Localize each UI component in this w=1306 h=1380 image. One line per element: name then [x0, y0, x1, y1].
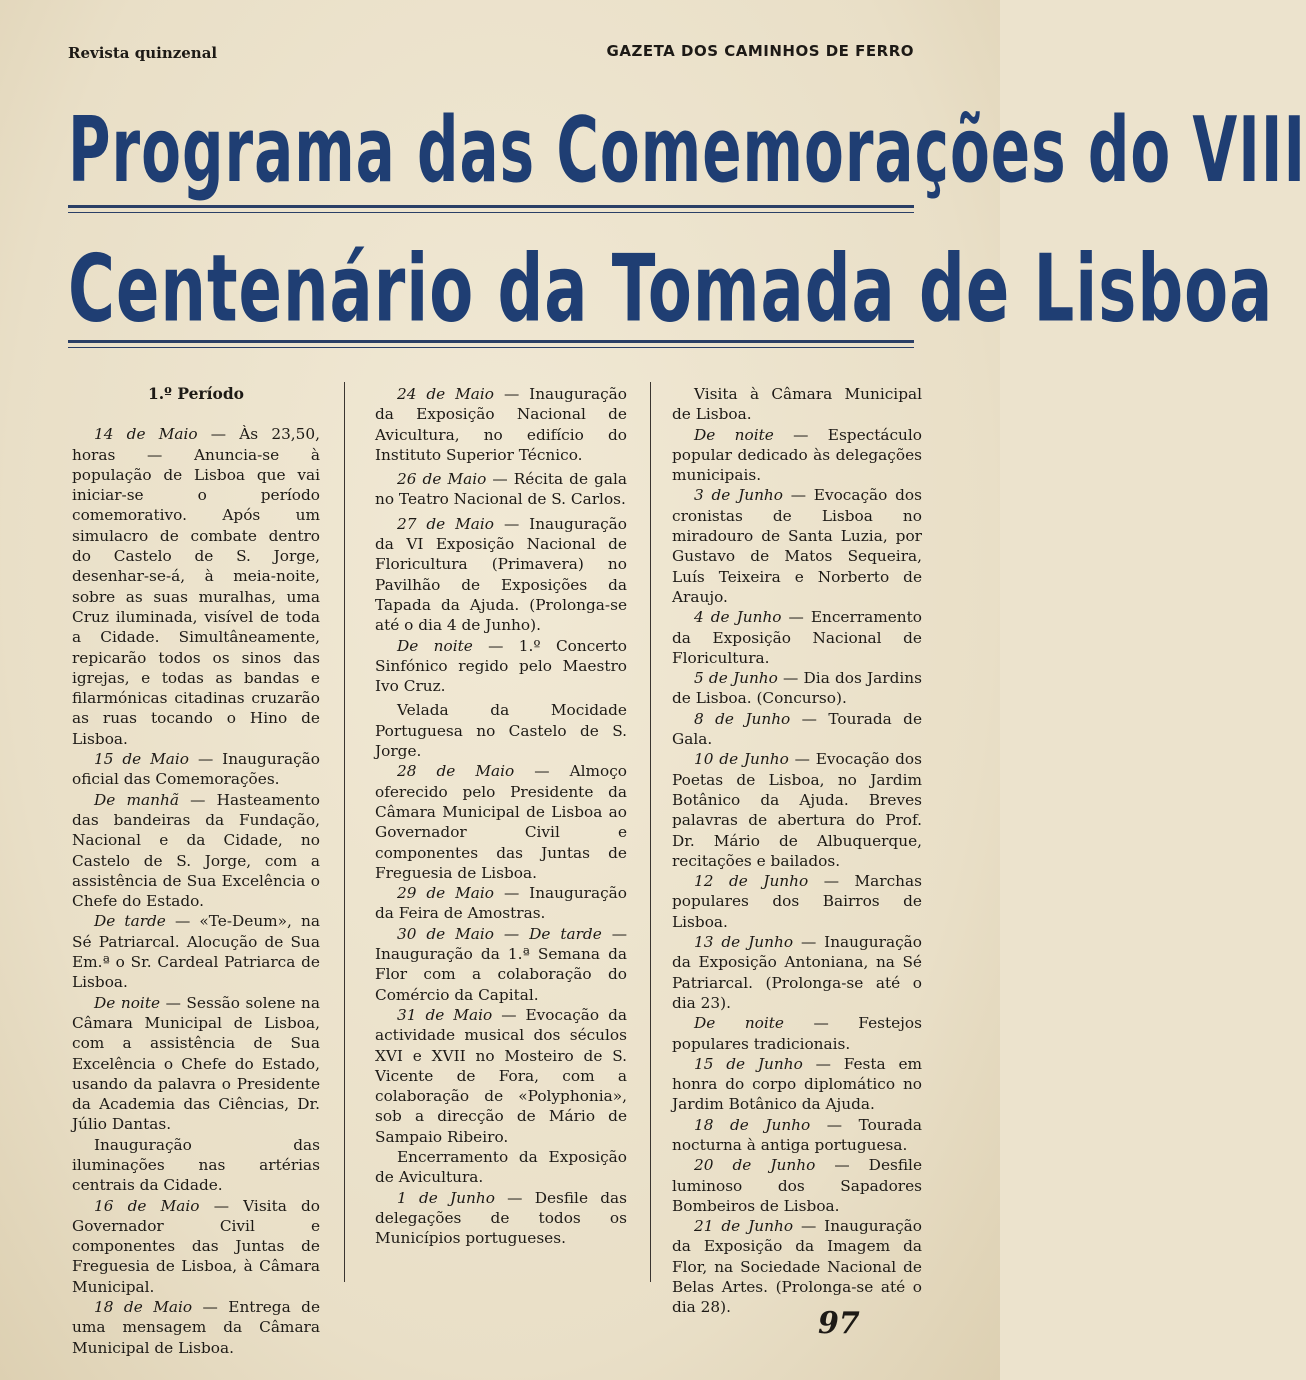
entry-text: — Festa em honra do corpo diplomático no Jardim Botânico da Ajuda. [672, 1054, 923, 1114]
entry-text: — Tourada nocturna à antiga portuguesa. [672, 1115, 922, 1154]
entry-date: 21 de Junho [694, 1217, 794, 1236]
program-entry [672, 485, 922, 607]
program-entry [672, 668, 922, 709]
program-entry [375, 924, 627, 1005]
text-column-2 [375, 384, 627, 1248]
entry-text: — Inauguração da Exposição Nacional de Avicultura, no edifício do Instituto Superior Técnico. [375, 385, 627, 464]
title-line-1: Programa das Comemorações do VIII [68, 97, 1306, 203]
entry-date: 29 de Maio [397, 884, 495, 903]
page-number: 97 [818, 1306, 860, 1341]
entry-date: 31 de Maio [397, 1005, 493, 1024]
running-header-right: GAZETA DOS CAMINHOS DE FERRO [606, 42, 914, 60]
running-header-left: Revista quinzenal [68, 44, 218, 62]
program-entry [72, 993, 320, 1135]
text-column-3 [672, 384, 922, 1318]
entry-date: 18 de Junho [694, 1115, 811, 1134]
period-heading: 1.º Período [148, 384, 244, 403]
entry-text: — Inauguração da Feira de Amostras. [375, 884, 627, 923]
column-divider-2 [650, 382, 651, 1282]
entry-text: Visita à Câmara Municipal de Lisboa. [672, 385, 922, 424]
entry-text: — Evocação da actividade musical dos séculos XVI e XVII no Mosteiro de S. Vicente de Fora, com a colaboração de «Polyphonia», sob a direcção de Mário de Sampaio Ribeiro. [375, 1005, 628, 1146]
program-entry [672, 709, 922, 750]
entry-date: 15 de Junho [694, 1054, 803, 1073]
entry-date: De manhã [94, 790, 179, 809]
program-entry [672, 384, 922, 425]
entry-text: — Festejos populares tradicionais. [672, 1014, 922, 1053]
program-entry [375, 1005, 627, 1147]
program-entry [375, 514, 627, 636]
title-line-2: Centenário da Tomada de Lisboa [68, 236, 1274, 344]
entry-date: De noite [694, 1014, 784, 1033]
program-entry [672, 1013, 922, 1054]
entry-text: — 1.º Concerto Sinfónico regido pelo Maestro Ivo Cruz. [375, 636, 627, 696]
entry-date: 27 de Maio [397, 514, 495, 533]
entry-text: Encerramento da Exposição de Avicultura. [375, 1147, 627, 1187]
program-entry [672, 607, 922, 668]
program-entry [672, 1216, 922, 1317]
entry-text: — Marchas populares dos Bairros de Lisboa. [672, 872, 922, 931]
entry-date: 30 de Maio — De tarde [397, 924, 602, 943]
program-entry [672, 425, 922, 486]
entry-text: Velada da Mocidade Portuguesa no Castelo de S. Jorge. [375, 701, 627, 761]
entry-text: — Sessão solene na Câmara Municipal de Lisboa, com a assistência de Sua Excelência o Chefe do Estado, usando da palavra o Presidente da Academia das Ciências, Dr. Júlio Dantas. [72, 993, 320, 1134]
entry-text: Inauguração das iluminações nas artérias centrais da Cidade. [72, 1135, 320, 1195]
entry-date: 5 de Junho [694, 669, 778, 688]
entry-text: — Encerramento da Exposição Nacional de Floricultura. [672, 608, 922, 667]
program-entry [672, 871, 922, 932]
program-entry [672, 1155, 922, 1216]
entry-date: 1 de Junho [397, 1188, 495, 1207]
entry-date: 8 de Junho [694, 709, 791, 728]
entry-text: — Desfile luminoso dos Sapadores Bombeiros de Lisboa. [672, 1156, 922, 1215]
program-entry [672, 749, 922, 871]
program-entry [72, 911, 320, 992]
program-entry [72, 424, 320, 749]
entry-date: 20 de Junho [694, 1156, 816, 1175]
program-entry [375, 636, 627, 697]
program-entry [375, 1147, 627, 1188]
column-divider-1 [344, 382, 345, 1282]
title-rule-thick [68, 205, 914, 208]
title-rule-thin [68, 212, 914, 213]
entry-date: De noite [94, 993, 161, 1012]
entry-date: 14 de Maio [94, 425, 198, 444]
entry-date: De noite [397, 636, 473, 655]
entry-date: 26 de Maio [397, 470, 487, 489]
program-entry [72, 1135, 320, 1196]
entry-text: — Entrega de uma mensagem da Câmara Municipal de Lisboa. [72, 1298, 321, 1357]
entry-text: — Desfile das delegações de todos os Municípios portugueses. [375, 1188, 627, 1248]
entry-text: — Tourada de Gala. [672, 709, 922, 749]
program-entry [375, 1188, 627, 1249]
entry-text: — Às 23,50, horas — Anuncia-se à população de Lisboa que vai iniciar-se o período comemorativo. Após um simulacro de combate dentro do Castelo de S. Jorge, desenhar-se-á, à meia-noite, sobre as suas muralhas, uma Cruz iluminada, visível de toda a Cidade. Simultâneamente, repicarão todos os sinos das igrejas, e todas as bandas e filarmónicas citadinas cruzarão as ruas tocando o Hino de Lisboa. [72, 425, 320, 748]
entry-date: 16 de Maio [94, 1196, 200, 1215]
entry-date: 24 de Maio [397, 385, 495, 403]
program-entry [375, 700, 627, 761]
program-entry [672, 1054, 922, 1115]
entry-text: — Récita de gala no Teatro Nacional de S. Carlos. [375, 470, 627, 509]
entry-text: — Almoço oferecido pelo Presidente da Câmara Municipal de Lisboa ao Governador Civil e componentes das Juntas de Freguesia de Lisboa. [375, 762, 627, 882]
entry-text: — Espectáculo popular dedicado às delegações municipais. [672, 425, 922, 485]
program-entry [375, 384, 627, 465]
entry-text: — Inauguração oficial das Comemorações. [72, 750, 320, 789]
entry-date: 18 de Maio [94, 1298, 193, 1317]
program-entry [72, 749, 320, 790]
entry-date: 28 de Maio [397, 762, 515, 781]
entry-date: 4 de Junho [694, 608, 782, 627]
entry-date: 10 de Junho [694, 750, 789, 769]
entry-date: De tarde [94, 912, 166, 931]
entry-text: — «Te-Deum», na Sé Patriarcal. Alocução de Sua Em.ª o Sr. Cardeal Patriarca de Lisboa. [72, 912, 320, 992]
title-rule-thin-bottom [68, 347, 914, 348]
entry-text: — Inauguração da 1.ª Semana da Flor com a colaboração do Comércio da Capital. [375, 924, 627, 1004]
entry-text: — Visita do Governador Civil e componentes das Juntas de Freguesia de Lisboa, à Câmara Municipal. [72, 1196, 320, 1296]
entry-text: — Evocação dos cronistas de Lisboa no miradouro de Santa Luzia, por Gustavo de Matos Sequeira, Luís Teixeira e Norberto de Araujo. [672, 486, 922, 606]
entry-text: — Inauguração da Exposição Antoniana, na Sé Patriarcal. (Prolonga-se até o dia 23). [672, 933, 922, 1012]
entry-text: — Inauguração da VI Exposição Nacional de Floricultura (Primavera) no Pavilhão de Exposições da Tapada da Ajuda. (Prolonga-se até o dia 4 de Junho). [375, 514, 627, 635]
entry-date: De noite [694, 425, 774, 444]
program-entry [72, 790, 320, 912]
entry-text: — Inauguração da Exposição da Imagem da Flor, na Sociedade Nacional de Belas Artes. (Prolonga-se até o dia 28). [672, 1217, 922, 1317]
program-entry [72, 1196, 320, 1297]
program-entry [672, 1115, 922, 1156]
entry-date: 13 de Junho [694, 933, 794, 952]
title-rule-thick-bottom [68, 340, 914, 343]
text-column-1 [72, 384, 320, 1358]
entry-text: — Evocação dos Poetas de Lisboa, no Jardim Botânico da Ajuda. Breves palavras de abertura do Prof. Dr. Mário de Albuquerque, recitações e bailados. [672, 750, 922, 870]
program-entry [672, 932, 922, 1013]
program-entry [375, 761, 627, 883]
program-entry [375, 883, 627, 924]
program-entry [375, 469, 627, 510]
entry-text: — Dia dos Jardins de Lisboa. (Concurso). [672, 669, 922, 708]
entry-date: 12 de Junho [694, 872, 809, 891]
entry-date: 3 de Junho [694, 486, 783, 505]
entry-text: — Hasteamento das bandeiras da Fundação, Nacional e da Cidade, no Castelo de S. Jorge, com a assistência de Sua Excelência o Chefe do Estado. [72, 790, 320, 911]
program-entry [72, 1297, 320, 1358]
entry-date: 15 de Maio [94, 750, 190, 769]
